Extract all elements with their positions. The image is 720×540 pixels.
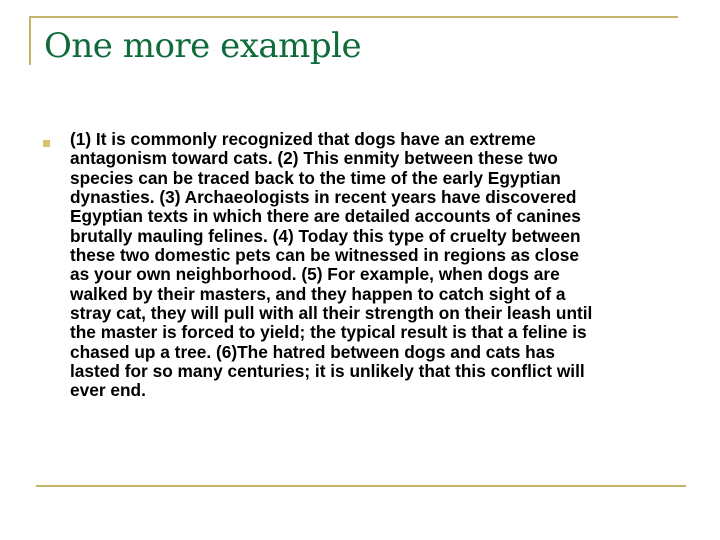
text-line: ever end. [70, 380, 146, 401]
bullet-text [70, 130, 592, 401]
text-line: antagonism toward cats. (2) This enmity between these two [70, 148, 558, 169]
text-line: species can be traced back to the time of the early Egyptian [70, 167, 561, 188]
text-line: as your own neighborhood. (5) For example, when dogs are [70, 264, 560, 285]
text-line: chased up a tree. (6)The hatred between dogs and cats has [70, 341, 555, 362]
text-line: the master is forced to yield; the typical result is that a feline is [70, 322, 587, 343]
slide-title: One more example [44, 26, 362, 66]
text-line: walked by their masters, and they happen to catch sight of a [70, 283, 566, 304]
title-accent-bar [29, 16, 31, 65]
top-divider [30, 16, 678, 18]
bottom-divider [36, 485, 686, 487]
text-line: these two domestic pets can be witnessed in regions as close [70, 245, 579, 266]
text-line: Egyptian texts in which there are detailed accounts of canines [70, 206, 581, 227]
text-line: lasted for so many centuries; it is unlikely that this conflict will [70, 361, 585, 382]
text-line: (1) It is commonly recognized that dogs have an extreme [70, 129, 536, 149]
text-line: stray cat, they will pull with all their strength on their leash until [70, 303, 593, 324]
square-bullet-icon [43, 140, 50, 147]
text-line: brutally mauling felines. (4) Today this type of cruelty between [70, 225, 581, 246]
text-line: dynasties. (3) Archaeologists in recent years have discovered [70, 187, 577, 208]
